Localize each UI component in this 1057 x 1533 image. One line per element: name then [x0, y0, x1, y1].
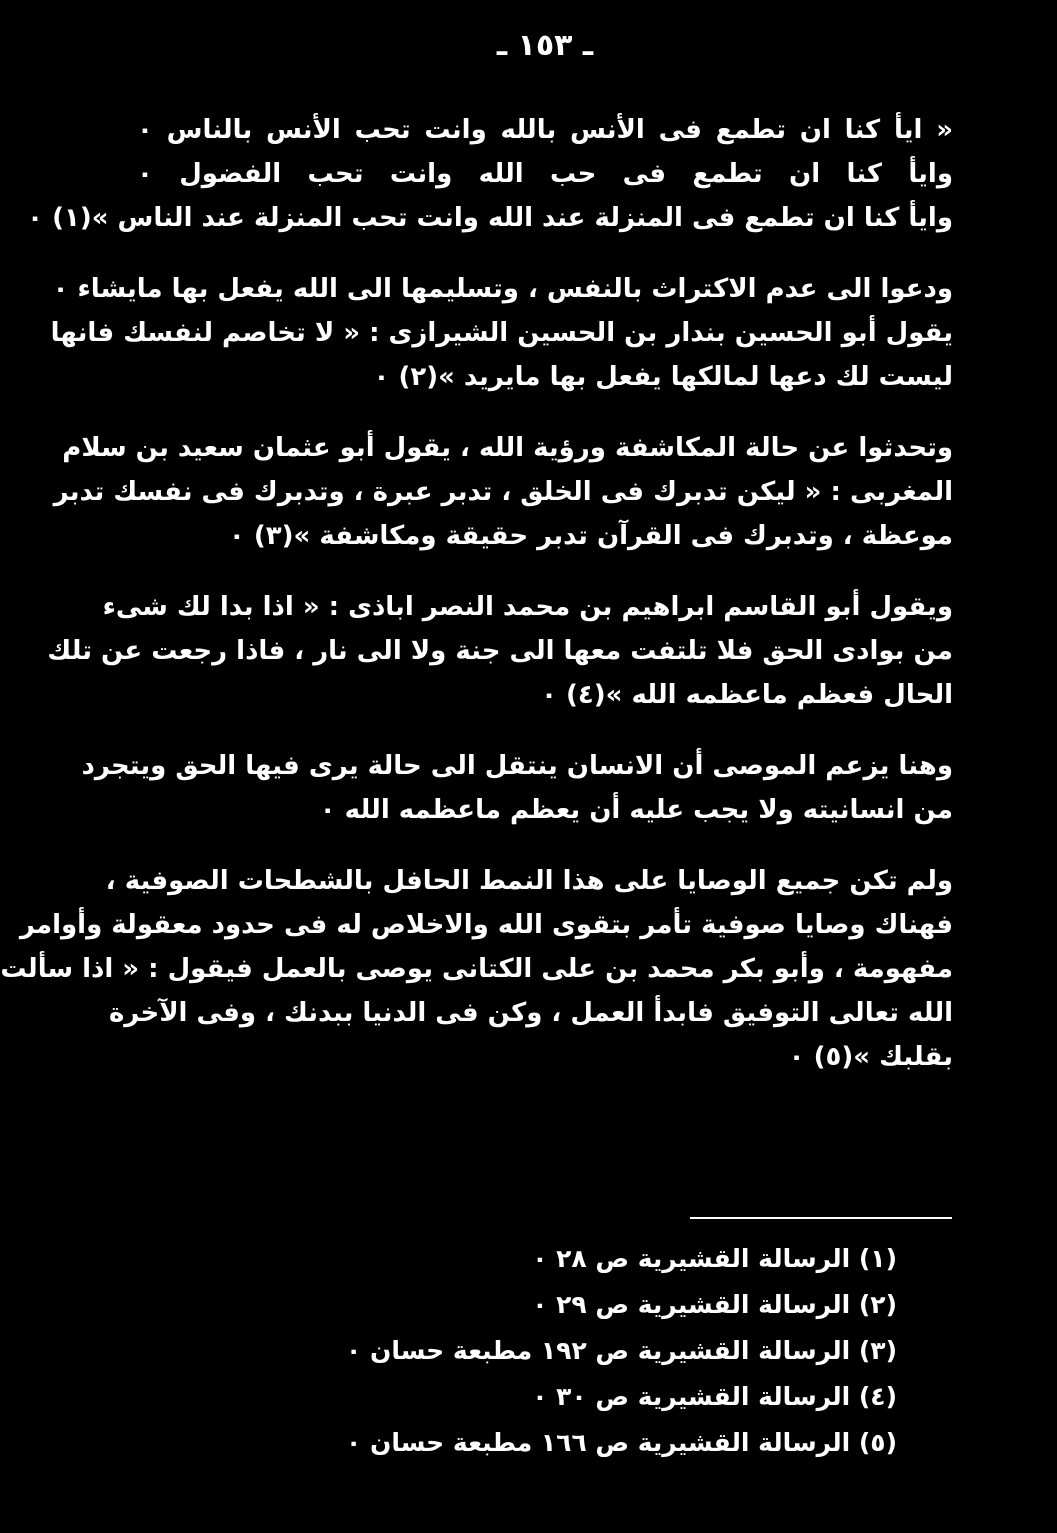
footnotes: [346, 1236, 897, 1466]
footnote-2: (٢) الرسالة القشيرية ص ٢٩ ٠: [532, 1290, 897, 1319]
text-line: وتحدثوا عن حالة المكاشفة ورؤية الله ، يقول أبو عثمان سعيد بن سلام: [62, 433, 953, 463]
paragraph-1: [27, 108, 953, 240]
text-line: ولم تكن جميع الوصايا على هذا النمط الحافل بالشطحات الصوفية ،: [105, 866, 953, 896]
paragraph-4: [47, 585, 953, 717]
text-line: وايأ كنا ان تطمع فى حب الله وانت تحب الفضول ٠: [137, 159, 953, 189]
text-line: الله تعالى التوفيق فابدأ العمل ، وكن فى الدنيا ببدنك ، وفى الآخرة: [108, 998, 953, 1028]
text-line: يقول أبو الحسين بندار بن الحسين الشيرازى : « لا تخاصم لنفسك فانها: [50, 318, 953, 348]
text-line: وهنا يزعم الموصى أن الانسان ينتقل الى حالة يرى فيها الحق ويتجرد: [81, 751, 953, 781]
footnote-1: (١) الرسالة القشيرية ص ٢٨ ٠: [532, 1244, 897, 1273]
text-line: موعظة ، وتدبرك فى القرآن تدبر حقيقة ومكاشفة »(٣) ٠: [228, 521, 953, 551]
text-line: المغربى : « ليكن تدبرك فى الخلق ، تدبر عبرة ، وتدبرك فى نفسك تدبر: [53, 477, 953, 507]
text-line: بقلبك »(٥) ٠: [788, 1042, 953, 1072]
text-line: « ايأ كنا ان تطمع فى الأنس بالله وانت تحب الأنس بالناس ٠: [137, 115, 953, 145]
footnote-3: (٣) الرسالة القشيرية ص ١٩٢ مطبعة حسان ٠: [346, 1336, 897, 1365]
page-number: ـ ١٥٣ ـ: [496, 28, 594, 63]
text-line: الحال فعظم ماعظمه الله »(٤) ٠: [541, 680, 953, 710]
text-line: من انسانيته ولا يجب عليه أن يعظم ماعظمه الله ٠: [319, 795, 953, 825]
text-line: مفهومة ، وأبو بكر محمد بن على الكتانى يوصى بالعمل فيقول : « اذا سألت: [0, 954, 953, 984]
footnote-4: (٤) الرسالة القشيرية ص ٣٠ ٠: [532, 1382, 897, 1411]
footnote-divider: [690, 1217, 952, 1219]
body-text: [0, 108, 953, 1106]
paragraph-3: [53, 426, 953, 558]
footnote-5: (٥) الرسالة القشيرية ص ١٦٦ مطبعة حسان ٠: [346, 1428, 897, 1457]
paragraph-6: [0, 859, 953, 1079]
paragraph-2: [50, 267, 953, 399]
text-line: فهناك وصايا صوفية تأمر بتقوى الله والاخلاص له فى حدود معقولة وأوامر: [19, 910, 953, 940]
text-line: وايأ كنا ان تطمع فى المنزلة عند الله وانت تحب المنزلة عند الناس »(١) ٠: [27, 203, 953, 233]
paragraph-5: [81, 744, 953, 832]
text-line: من بوادى الحق فلا تلتفت معها الى جنة ولا الى نار ، فاذا رجعت عن تلك: [47, 636, 953, 666]
text-line: ويقول أبو القاسم ابراهيم بن محمد النصر اباذى : « اذا بدا لك شىء: [102, 592, 953, 622]
text-line: ودعوا الى عدم الاكتراث بالنفس ، وتسليمها الى الله يفعل بها مايشاء ٠: [52, 274, 953, 304]
text-line: ليست لك دعها لمالكها يفعل بها مايريد »(٢) ٠: [373, 362, 953, 392]
